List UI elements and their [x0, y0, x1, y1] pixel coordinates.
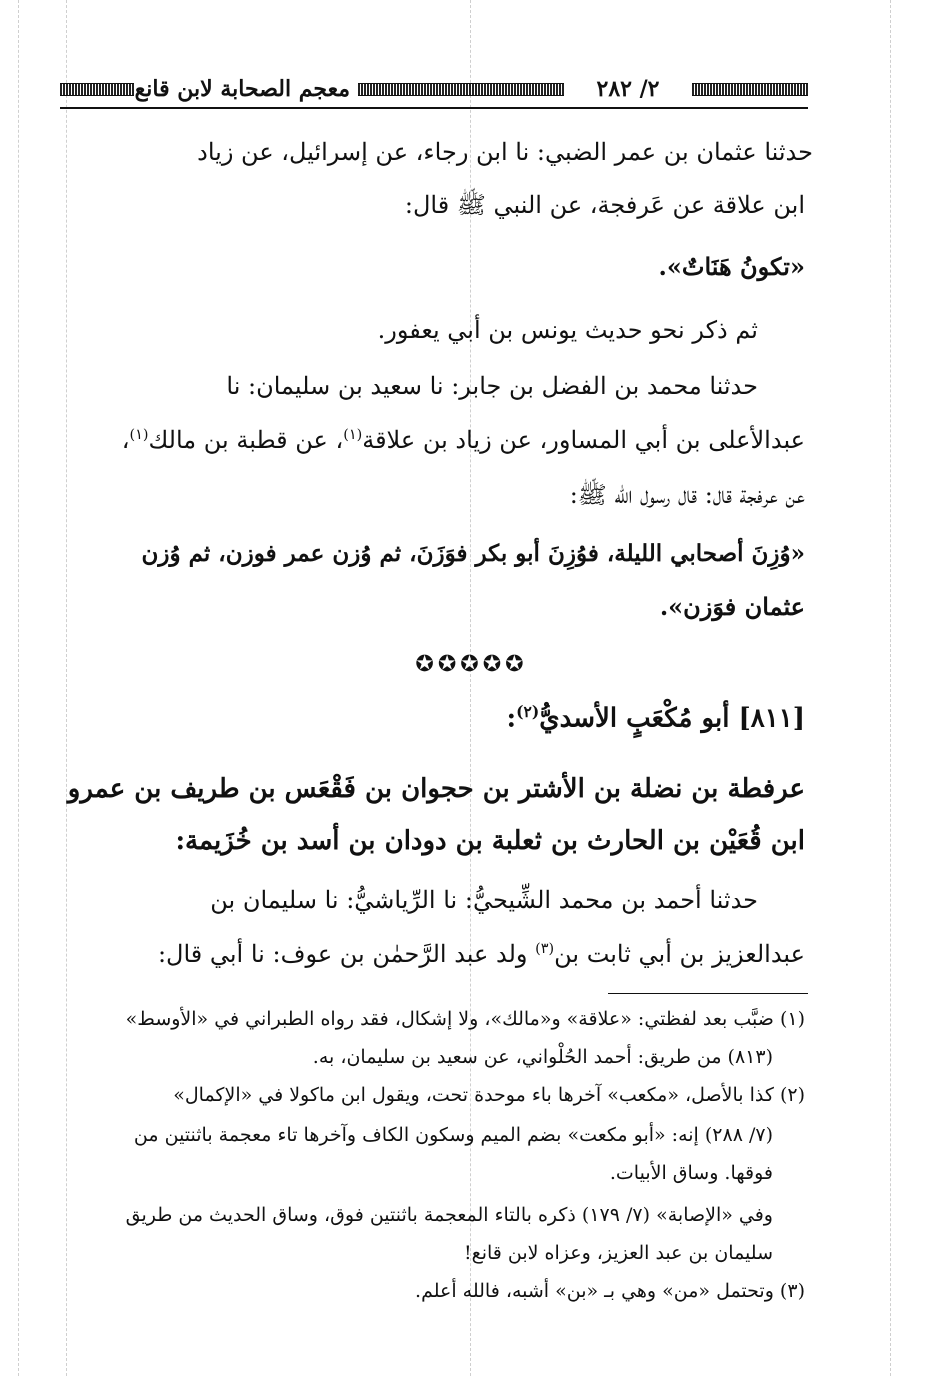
body-line: حدثنا عثمان بن عمر الضبي: نا ابن رجاء، عن إسرائيل، عن زياد: [197, 138, 813, 166]
body-line: ابن علاقة عن عَرفجة، عن النبي ﷺ قال:: [404, 191, 805, 219]
text-span: ،: [121, 426, 130, 454]
body-line: حدثنا محمد بن الفضل بن جابر: نا سعيد بن سليمان: نا: [226, 372, 758, 400]
running-header: [60, 74, 808, 104]
text-span: عبدالأعلى بن أبي المساور، عن زياد بن علاقة: [362, 426, 805, 454]
footnote-line: (٨١٣) من طريق: أحمد الحُلْواني، عن سعيد بن سليمان، به.: [312, 1046, 773, 1068]
footnote-line: (٧/ ٢٨٨) إنه: «أبو مكعت» بضم الميم وسكون الكاف وآخرها تاء معجمة باثنتين من: [133, 1124, 773, 1146]
footnote-line: (٣) وتحتمل «من» وهي بـ «بن» أشبه، فالله أعلم.: [415, 1280, 805, 1302]
entry-lineage: عرفطة بن نضلة بن الأشتر بن حجوان بن فَقْعَس بن طريف بن عمرو: [67, 774, 805, 804]
entry-heading: [62, 702, 805, 734]
footnote-rule: [608, 993, 808, 994]
body-line: [62, 940, 805, 968]
hadith-quote: «تكونُ هَنَاتٌ».: [658, 252, 805, 281]
section-separator: ✪✪✪✪✪: [415, 652, 528, 677]
body-line: حدثنا أحمد بن محمد الشِّيحيُّ: نا الرِّياشيُّ: نا سليمان بن: [210, 886, 758, 914]
header-ornament: [692, 83, 808, 96]
entry-lineage: ابن قُعَيْن بن الحارث بن ثعلبة بن دودان بن أسد بن خُزَيمة:: [175, 826, 805, 856]
body-line: ثم ذكر نحو حديث يونس بن أبي يعفور.: [377, 316, 758, 344]
entry-title: [٨١١] أبو مُكْعَبٍ الأسديُّ: [539, 703, 805, 734]
footnote-ref: (١): [343, 427, 363, 443]
scan-guide-line: [890, 0, 891, 1376]
text-span: ولد عبد الرَّحمٰن بن عوف: نا أبي قال:: [157, 940, 536, 968]
footnote-ref: (٣): [535, 941, 555, 957]
footnote-line: (٢) كذا بالأصل، «مكعب» آخرها باء موحدة تحت، ويقول ابن ماكولا في «الإكمال»: [173, 1084, 805, 1106]
footnote-ref: (١): [129, 427, 149, 443]
header-ornament: [60, 83, 134, 96]
body-line: عن عرفجة قال: قال رسول الله ﷺ:: [569, 481, 805, 509]
footnote-line: سليمان بن عبد العزيز، وعزاه لابن قانع!: [463, 1242, 773, 1264]
book-title: معجم الصحابة لابن قانع: [134, 76, 350, 102]
footnote-line: وفي «الإصابة» (٧/ ١٧٩) ذكره بالتاء المعجمة باثنتين فوق، وساق الحديث من طريق: [125, 1204, 773, 1226]
footnote-line: (١) ضبَّب بعد لفظتي: «علاقة» و«مالك»، ولا إشكال، فقد رواه الطبراني في «الأوسط»: [125, 1008, 805, 1030]
text-span: :: [506, 703, 517, 734]
text-span: ، عن قطبة بن مالك: [148, 426, 344, 454]
header-rule: [60, 107, 808, 109]
scan-guide-line: [18, 0, 19, 1376]
text-span: عبدالعزيز بن أبي ثابت بن: [554, 940, 805, 968]
body-line: [62, 426, 805, 454]
hadith-quote: «وُزِنَ أصحابي الليلة، فوُزِنَ أبو بكر فوَزَنَ، ثم وُزن عمر فوزن، ثم وُزن: [141, 540, 805, 567]
header-ornament: [358, 83, 564, 96]
hadith-quote: عثمان فوَزن».: [659, 592, 805, 621]
footnote-line: فوقها. وساق الأبيات.: [609, 1162, 773, 1184]
page-number: ٢/ ٢٨٢: [596, 76, 660, 102]
footnote-ref: (٢): [516, 702, 540, 721]
